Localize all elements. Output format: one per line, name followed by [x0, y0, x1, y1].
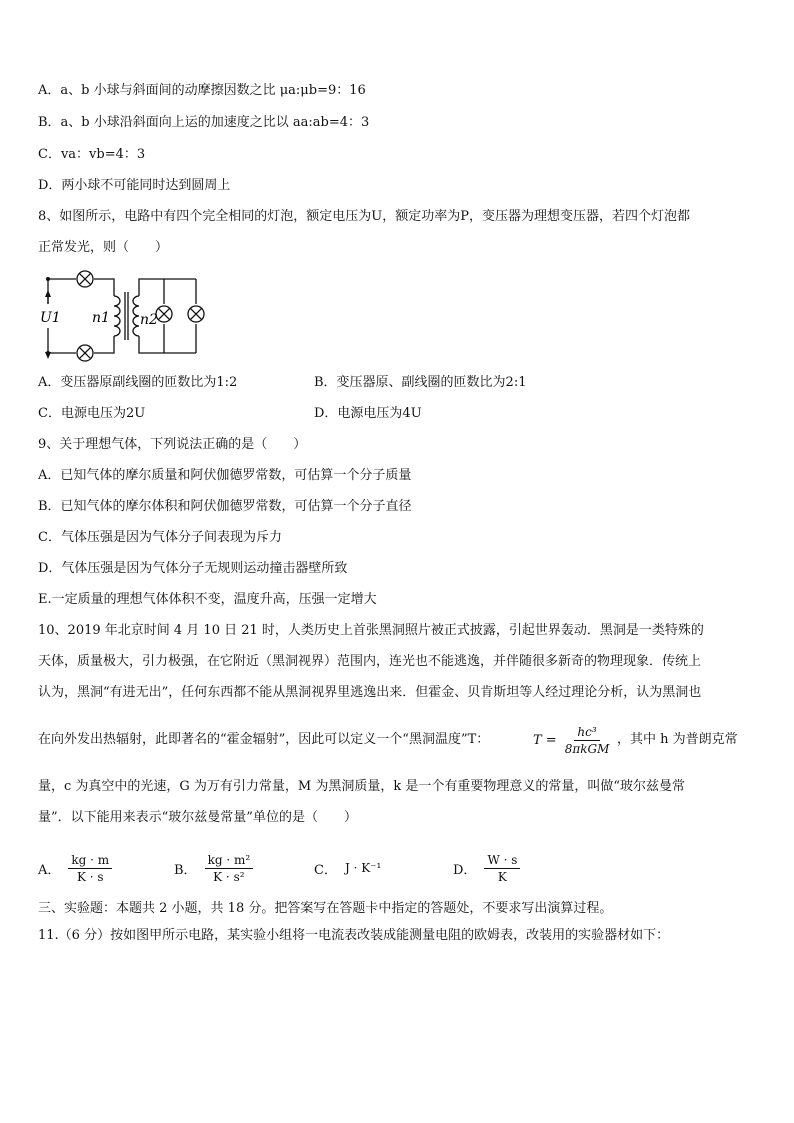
q10-option-c-expr: J · K⁻¹ [344, 861, 382, 875]
hawking-temperature-formula [533, 725, 612, 756]
q10-option-d [453, 848, 520, 888]
q7-option-d: D．两小球不可能同时达到圆周上 [38, 178, 231, 193]
q9-option-b: B．已知气体的摩尔体积和阿伏伽德罗常数，可估算一个分子直径 [38, 499, 412, 514]
q10-line4-tail: ，其中 h 为普朗克常 [617, 732, 738, 747]
formula-lhs: T = [533, 733, 557, 748]
q10-option-b-fraction [205, 853, 254, 884]
q9-option-d: D．气体压强是因为气体分子无规则运动撞击器壁所致 [38, 561, 348, 576]
n1-label: n1 [92, 310, 110, 326]
q9-option-c: C．气体压强是因为气体分子间表现为斥力 [38, 530, 282, 545]
q8-option-a: A．变压器原副线圈的匝数比为1:2 [38, 375, 238, 390]
q10-option-d-den: K [497, 869, 507, 884]
q10-option-c [314, 848, 381, 888]
q8-stem-line1: 8、如图所示，电路中有四个完全相同的灯泡，额定电压为U，额定功率为P，变压器为理想变压器，若四个灯泡都 [38, 209, 690, 224]
formula-denominator: 8πkGM [564, 742, 610, 756]
q10-option-b [174, 848, 253, 888]
q10-option-c-label: C． [314, 862, 337, 878]
q10-option-b-num: kg · m² [205, 853, 254, 869]
q10-option-b-label: B． [174, 862, 197, 878]
q10-line6: 量”．以下能用来表示“玻尔兹曼常量”单位的是（ ） [38, 810, 357, 825]
q8-option-c: C．电源电压为2U [38, 406, 146, 421]
u1-label: U1 [40, 310, 61, 326]
q10-option-d-fraction [484, 853, 520, 884]
q10-option-a-num: kg · m [68, 853, 112, 869]
q10-option-a-fraction [68, 853, 112, 884]
q10-option-d-label: D． [453, 862, 477, 878]
q10-option-a-den: K · s [76, 869, 104, 884]
section-3-heading: 三、实验题：本题共 2 小题，共 18 分。把答案写在答题卡中指定的答题处，不要求写出演算过程。 [38, 901, 613, 916]
transformer-circuit-diagram [36, 266, 216, 366]
q9-option-e: E.一定质量的理想气体体积不变，温度升高，压强一定增大 [38, 592, 377, 607]
q10-option-d-num: W · s [484, 853, 520, 869]
q10-option-a-label: A． [38, 862, 61, 878]
q7-option-b: B．a、b 小球沿斜面向上运的加速度之比以 aa:ab=4：3 [38, 115, 370, 130]
q8-option-d: D．电源电压为4U [314, 406, 422, 421]
q10-line3: 认为，黑洞“有进无出”，任何东西都不能从黑洞视界里逃逸出来．但霍金、贝肯斯坦等人经过理论分析，认为黑洞也 [38, 685, 702, 700]
q11-stem: 11.（6 分）按如图甲所示电路，某实验小组将一电流表改装成能测量电阻的欧姆表，改装用的实验器材如下： [38, 928, 670, 943]
q7-option-a: A．a、b 小球与斜面间的动摩擦因数之比 μa:μb=9：16 [38, 83, 366, 98]
q10-option-b-den: K · s² [213, 869, 245, 884]
formula-numerator: hc³ [574, 725, 599, 741]
q8-option-b: B．变压器原、副线圈的匝数比为2:1 [314, 375, 527, 390]
q9-option-a: A．已知气体的摩尔质量和阿伏伽德罗常数，可估算一个分子质量 [38, 468, 412, 483]
formula-fraction [562, 725, 613, 756]
q10-line2: 天体，质量极大，引力极强，在它附近（黑洞视界）范围内，连光也不能逃逸，并伴随很多新奇的物理现象．传统上 [38, 654, 702, 669]
q8-stem-line2: 正常发光，则（ ） [38, 240, 169, 255]
q9-stem: 9、关于理想气体，下列说法正确的是（ ） [38, 437, 307, 452]
q10-option-a [38, 848, 112, 888]
q10-line1: 10、2019 年北京时间 4 月 10 日 21 时，人类历史上首张黑洞照片被正式披露，引起世界轰动．黑洞是一类特殊的 [38, 623, 704, 638]
q10-line5: 量，c 为真空中的光速，G 为万有引力常量，M 为黑洞质量，k 是一个有重要物理意义的常量，叫做“玻尔兹曼常 [38, 779, 686, 794]
q10-line4: 在向外发出热辐射，此即著名的“霍金辐射”，因此可以定义一个“黑洞温度”T： [38, 732, 490, 747]
q7-option-c: C．va：vb=4：3 [38, 147, 146, 162]
n2-label-visible: n2 [140, 312, 158, 328]
